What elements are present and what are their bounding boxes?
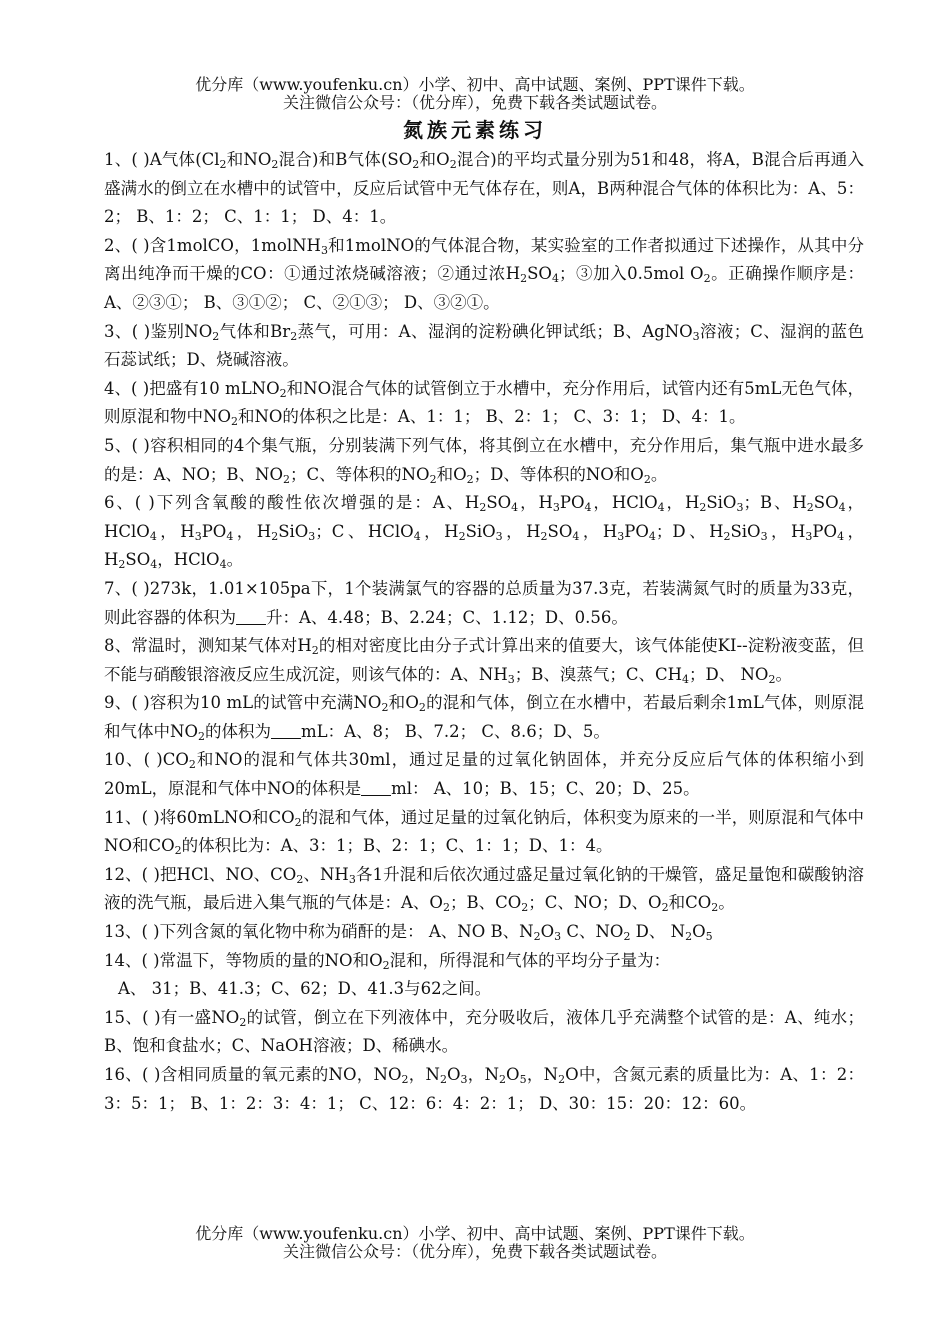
footer-line-2: 关注微信公众号：（优分库），免费下载各类试题试卷。 <box>282 1242 667 1261</box>
question-5: 5、( )容积相同的4个集气瓶，分别装满下列气体，将其倒立在水槽中，充分作用后，集气瓶中进水最多的是：A、NO；B、$NO_2$；C、等体积的$NO_2$和$O_2$；D、等体积的NO和$O_2$。 <box>104 435 864 486</box>
question-9: 9、( )容积为10 mL的试管中充满$NO_2$和$O_2$的混和气体，倒立在水槽中，若最后剩余1mL气体，则原混和气体中$NO_2$的体积为 mL：A、8； B、7.2； C、8.6；D、5。 <box>104 693 864 743</box>
question-7: 7、( )273k，1.01×105pa下，1个装满氯气的容器的总质量为37.3克，若装满氮气时的质量为33克，则此容器的体积为 升：A、4.48；B、2.24；C、1.12；D、0.56。 <box>104 578 864 627</box>
question-12: 12、( )把HCl、NO、$CO_2$、$NH_3$各1升混和后依次通过盛足量过氧化钠的干燥管，盛足量饱和碳酸钠溶液的洗气瓶，最后进入集气瓶的气体是：A、$O_2$；B、$CO_2$；C、NO；D、$O_2$和$CO_2$。 <box>104 864 864 915</box>
footer-line-1: 优分库（www.youfenku.cn）小学、初中、高中试题、案例、PPT课件下载。 <box>195 1224 755 1243</box>
question-14: 14、( )常温下，等物质的量的NO和$O_2$混和，所得混和气体的平均分子量为： A、 31；B、41.3；C、62；D、41.3与62之间。 <box>104 950 671 999</box>
page-title: 氮族元素练习 <box>403 118 547 142</box>
header-line-1: 优分库（www.youfenku.cn）小学、初中、高中试题、案例、PPT课件下载。 <box>195 75 755 94</box>
page-footer <box>0 1225 950 1261</box>
question-10: 10、( )$CO_2$和NO的混和气体共30ml，通过足量的过氧化钠固体，并充分反应后气体的体积缩小到20mL，原混和气体中NO的体积是 ml： A、10；B、15；C、20；D、25。 <box>104 750 864 799</box>
question-4: 4、( )把盛有10 mLNO$_2$和NO混合气体的试管倒立于水槽中，充分作用后，试管内还有5mL无色气体，则原混和物中$NO_2$和NO的体积之比是：A、1：1； B、2：1； C、3：1； D、4：1。 <box>104 378 864 429</box>
question-8: 8、常温时，测知某气体对$H_2$的相对密度比由分子式计算出来的值要大，该气体能使KI--淀粉液变蓝，但不能与硝酸银溶液反应生成沉淀，则该气体的：A、$NH_3$；B、溴蒸气；C、$CH_4$；D、 $NO_2$。 <box>104 636 864 686</box>
answer-blank <box>236 610 266 625</box>
page-header <box>0 76 950 112</box>
header-line-2: 关注微信公众号：（优分库），免费下载各类试题试卷。 <box>282 93 667 112</box>
question-15: 15、( )有一盛$NO_2$的试管，倒立在下列液体中，充分吸收后，液体几乎充满整个试管的是：A、纯水；B、饱和食盐水；C、NaOH溶液；D、稀碘水。 <box>104 1007 864 1056</box>
question-6: 6、( )下列含氧酸的酸性依次增强的是：A、$H_2SO_4$，$H_3PO_4$，HClO$_4$，$H_2SiO_3$；B、$H_2SO_4$，HClO$_4$，$H_3PO_4$，$H_2SiO_3$；C、HClO$_4$，$H_2SiO_3$，$H_2SO_4$，$H_3PO_4$；D、$H_2SiO_3$，$H_3PO_4$，$H_2SO_4$，HClO$_4$。 <box>104 493 865 572</box>
question-2: 2、( )含1molCO，1molNH$_3$和1molNO的气体混合物，某实验室的工作者拟通过下述操作，从其中分离出纯净而干燥的CO：①通过浓烧碱溶液；②通过浓$H_2SO_4$；③加入0.5mol $O_2$。正确操作顺序是：A、②③①； B、③①②； C、②①③； D、③②①。 <box>104 235 864 312</box>
question-13: 13、( )下列含氮的氧化物中称为硝酐的是： A、NO B、$N_2O_3$ C、$NO_2$ D、 $N_2O_5$ <box>104 922 713 944</box>
question-list <box>104 146 864 1118</box>
question-11: 11、( )将60mLNO和$CO_2$的混和气体，通过足量的过氧化钠后，体积变为原来的一半，则原混和气体中NO和$CO_2$的体积比为：A、3：1；B、2：1；C、1：1；D、1：4。 <box>104 807 864 858</box>
question-16: 16、( )含相同质量的氧元素的NO，$NO_2$，$N_2O_3$，$N_2O_5$，$N_2O$中，含氮元素的质量比为：A、1：2：3：5：1； B、1：2：3：4：1； C、12：6：4：2：1； D、30：15：20：12：60。 <box>104 1065 865 1113</box>
question-3: 3、( )鉴别$NO_2$气体和$Br_2$蒸气，可用：A、湿润的淀粉碘化钾试纸；B、AgNO$_3$溶液；C、湿润的蓝色石蕊试纸；D、烧碱溶液。 <box>104 321 865 370</box>
answer-blank <box>271 724 301 739</box>
answer-blank <box>361 781 391 796</box>
question-1: 1、( )A气体($Cl_2$和$NO_2$混合)和B气体($SO_2$和$O_2$混合)的平均式量分别为51和48，将A，B混合后再通入盛满水的倒立在水槽中的试管中，反应后试管中无气体存在，则A，B两种混合气体的体积比为：A、5：2； B、1：2； C、1：1； D、4：1。 <box>104 150 864 227</box>
